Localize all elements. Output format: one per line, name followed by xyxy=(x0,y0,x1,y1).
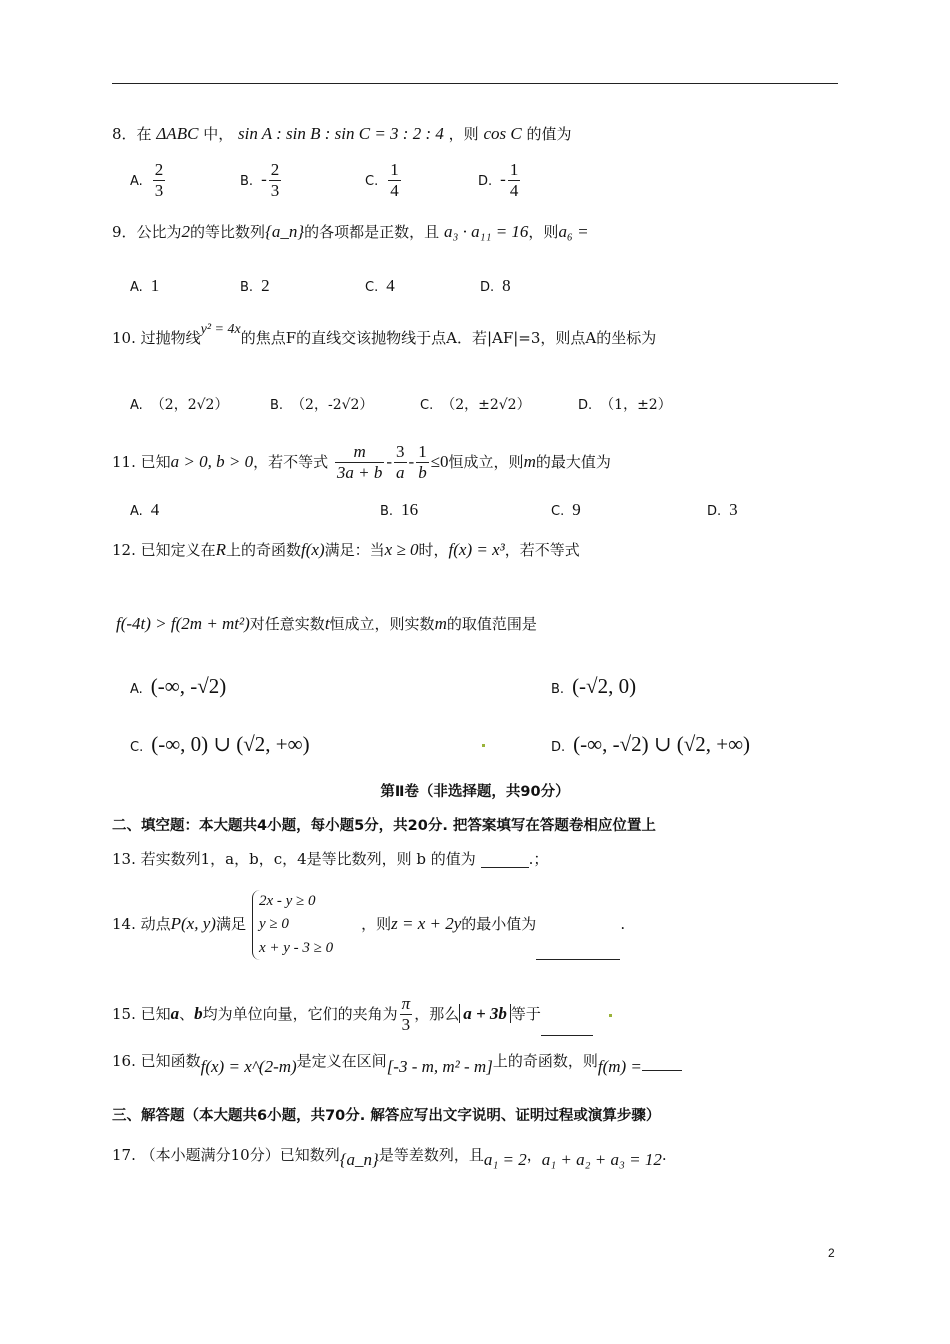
question-15 xyxy=(112,994,593,1036)
q17-sequence: {a_n} xyxy=(339,1150,379,1169)
q10-text: 10. 过抛物线 xyxy=(112,329,201,347)
q15-magnitude: a + 3b xyxy=(459,1004,511,1023)
question-14 xyxy=(112,890,625,960)
part2-title: 第Ⅱ卷（非选择题，共90分） xyxy=(380,784,570,800)
option-value: (-√2, 0) xyxy=(572,674,637,698)
option-value: （1，±2） xyxy=(600,397,672,413)
option-value: (-∞, -√2) xyxy=(150,674,227,698)
q15-text-4: 等于 xyxy=(510,1004,541,1023)
q12-f: f(x) xyxy=(301,540,325,559)
q14-text-4: 的最小值为 xyxy=(461,914,537,933)
option-label: D. xyxy=(707,504,722,519)
option-sign: - xyxy=(261,169,267,189)
option-label: A. xyxy=(130,682,143,697)
q16-ask: f(m) = xyxy=(597,1057,642,1076)
option-label: D. xyxy=(480,280,495,295)
q11-condition: a > 0, b > 0 xyxy=(170,451,254,471)
q12-text: 12. 已知定义在 xyxy=(112,541,216,559)
option-label: B. xyxy=(270,398,284,413)
option-label: B. xyxy=(240,173,254,189)
question-11: 11. 已知a > 0, b > 0，若不等式 $\frac{m}{3a + b}$ - $\frac{3}{a}$ - $\frac{1}{b}$ ≤0恒成立，则m的最大值为 xyxy=(112,442,611,483)
q9-condition: a₃ · a₁₁ = 16 xyxy=(443,222,529,241)
page-number: 2 xyxy=(828,1246,835,1260)
q12-option-c[interactable] xyxy=(130,732,310,757)
option-value: 8 xyxy=(502,276,511,295)
question-16 xyxy=(112,1052,682,1077)
option-sign: - xyxy=(500,169,506,189)
q8-option-b[interactable] xyxy=(240,160,283,201)
q9-option-b[interactable] xyxy=(240,276,270,296)
q8-triangle: ΔABC xyxy=(156,124,199,143)
q8-text: 中， xyxy=(203,125,234,143)
q12-R: R xyxy=(215,540,227,559)
q10-option-b[interactable] xyxy=(270,394,373,414)
answer-blank[interactable] xyxy=(541,1035,593,1036)
denominator: 3 xyxy=(154,181,164,200)
q11-inequality-tail: ≤0 xyxy=(430,451,449,471)
q10-text-2: 的焦点F的直线交该抛物线于点A．若|AF|=3，则点A的坐标为 xyxy=(240,329,657,347)
q12-option-d[interactable] xyxy=(551,732,750,757)
option-label: A. xyxy=(130,173,143,189)
q15-angle xyxy=(400,994,413,1036)
option-value: （2，-2√2） xyxy=(291,397,374,413)
option-value: 3 xyxy=(729,500,738,519)
q8-option-a[interactable] xyxy=(130,160,167,201)
option-label: D. xyxy=(478,173,493,189)
q12-inequality: f(-4t) > f(2m + mt²) xyxy=(116,614,250,633)
q11-fraction-m: $\frac{m}{3a + b}$ xyxy=(336,442,383,483)
numerator: 1 xyxy=(509,160,519,179)
numerator: 2 xyxy=(270,160,280,179)
answer-blank[interactable] xyxy=(536,959,620,960)
q15-vector-b: b xyxy=(194,1003,203,1023)
fraction xyxy=(388,160,401,201)
q12-text-7: 恒成立，则实数 xyxy=(329,615,435,633)
q11-option-b[interactable] xyxy=(380,500,418,520)
numerator: 1 xyxy=(390,160,399,179)
option-label: B. xyxy=(551,682,565,697)
option-value: 9 xyxy=(572,500,581,519)
q16-interval: [-3 - m, m² - m] xyxy=(386,1057,493,1076)
q14-text: 14. 动点 xyxy=(112,914,171,933)
constraint: x + y - 3 ≥ 0 xyxy=(258,939,334,956)
q12-text-5: ，若不等式 xyxy=(504,541,580,559)
q9-sequence: {a_n} xyxy=(265,222,305,241)
q12-option-b[interactable] xyxy=(551,674,636,699)
header-rule xyxy=(112,83,838,84)
q8-text-3: 的值为 xyxy=(526,125,572,143)
q17-separator: ， xyxy=(526,1146,542,1164)
q15-text-3: ，那么 xyxy=(414,1004,460,1023)
option-label: D. xyxy=(551,740,566,755)
stray-dot xyxy=(482,744,485,747)
q9-text: 9．公比为 xyxy=(112,223,182,241)
q9-option-d[interactable] xyxy=(480,276,511,296)
q11-option-a[interactable] xyxy=(130,500,159,520)
q10-option-c[interactable] xyxy=(420,394,531,414)
q17-text: 17. （本小题满分10分）已知数列 xyxy=(112,1146,340,1164)
q8-text-2: ，则 xyxy=(448,125,479,143)
option-value: （2，2√2） xyxy=(150,397,229,413)
option-label: D. xyxy=(578,398,593,413)
q14-text-2: 满足 xyxy=(215,914,246,933)
option-value: （2，±2√2） xyxy=(441,397,531,413)
option-label: A. xyxy=(130,504,143,519)
answer-blank[interactable] xyxy=(642,1070,682,1071)
section-2-heading: 二、填空题：本大题共4小题，每小题5分，共20分. 把答案填写在答题卷相应位置上 xyxy=(112,818,656,834)
q9-text-4: ，则 xyxy=(528,223,559,241)
question-17 xyxy=(112,1146,667,1170)
q10-option-d[interactable] xyxy=(578,394,672,414)
option-label: C. xyxy=(130,740,144,755)
denominator: 3 xyxy=(401,1015,411,1035)
q13-text: 13. 若实数列1，a，b，c，4是等比数列，则 b 的值为 xyxy=(112,850,476,868)
q9-text-3: 的各项都是正数，且 xyxy=(304,223,440,241)
q11-text: 11. 已知 xyxy=(112,452,171,471)
numerator: 2 xyxy=(154,160,164,179)
option-label: B. xyxy=(240,280,254,295)
q8-ratio: sin A : sin B : sin C = 3 : 2 : 4 xyxy=(238,124,444,143)
constraint: y ≥ 0 xyxy=(258,916,289,933)
q12-text-8: 的取值范围是 xyxy=(446,615,537,633)
q9-ratio: 2 xyxy=(181,222,191,241)
q14-text-3: ，则 xyxy=(361,914,392,933)
option-label: C. xyxy=(365,280,379,295)
question-12 xyxy=(112,540,580,560)
q12-text-6: 对任意实数 xyxy=(249,615,325,633)
q16-text-2: 是定义在区间 xyxy=(296,1052,387,1070)
option-value: 4 xyxy=(150,500,160,519)
q12-text-2: 上的奇函数 xyxy=(226,541,302,559)
q14-objective: z = x + 2y xyxy=(391,913,462,933)
q11-option-c[interactable] xyxy=(551,500,581,520)
q14-system xyxy=(252,890,333,960)
q17-condition-2: a₁ + a₂ + a₃ = 12 xyxy=(541,1150,662,1169)
q16-text-3: 上的奇函数，则 xyxy=(492,1052,598,1070)
option-value: 2 xyxy=(261,276,270,295)
constraint: 2x - y ≥ 0 xyxy=(258,893,316,909)
q14-point: P(x, y) xyxy=(170,913,216,933)
q12-t: t xyxy=(324,614,330,633)
q8-cos: cos C xyxy=(483,124,522,143)
q9-ask: a₆ = xyxy=(558,222,589,241)
q12-definition: f(x) = x³ xyxy=(448,540,505,559)
q12-text-4: 时， xyxy=(418,541,449,559)
q14-tail: . xyxy=(620,914,626,933)
q12-text-3: 满足：当 xyxy=(324,541,385,559)
q15-separator: 、 xyxy=(179,1004,195,1023)
section-3-heading: 三、解答题（本大题共6小题，共70分. 解答应写出文字说明、证明过程或演算步骤） xyxy=(112,1108,661,1124)
option-label: C. xyxy=(551,504,565,519)
q16-function: f(x) = x^(2-m) xyxy=(200,1057,297,1076)
numerator: π xyxy=(400,994,413,1015)
question-9 xyxy=(112,222,589,242)
q15-text-2: 均为单位向量，它们的夹角为 xyxy=(202,1004,398,1023)
option-label: C. xyxy=(365,173,379,189)
q9-option-c[interactable] xyxy=(365,276,395,296)
q11-option-d[interactable] xyxy=(707,500,738,520)
option-label: B. xyxy=(380,504,394,519)
option-value: (-∞, 0) ∪ (√2, +∞) xyxy=(151,732,310,756)
q11-text-2: ，若不等式 xyxy=(253,452,329,471)
q11-fraction-1b: $\frac{1}{b}$ xyxy=(418,442,427,483)
q8-option-c[interactable] xyxy=(365,160,403,201)
q15-text: 15. 已知 xyxy=(112,1004,171,1023)
answer-blank[interactable] xyxy=(481,867,529,868)
q13-tail: .； xyxy=(528,850,549,868)
q11-fraction-3a: $\frac{3}{a}$ xyxy=(396,442,405,483)
question-12-line2 xyxy=(116,614,537,634)
option-value: 4 xyxy=(386,276,395,295)
q11-text-3: 恒成立，则 xyxy=(448,452,524,471)
option-value: (-∞, -√2) ∪ (√2, +∞) xyxy=(573,732,751,756)
q9-text-2: 的等比数列 xyxy=(190,223,266,241)
q12-m: m xyxy=(434,614,447,633)
q12-option-a[interactable] xyxy=(130,674,226,699)
option-value: 16 xyxy=(401,500,419,519)
q17-text-2: 是等差数列，且 xyxy=(378,1146,484,1164)
question-8 xyxy=(112,124,572,144)
q17-condition-1: a₁ = 2 xyxy=(483,1150,527,1169)
q12-condition: x ≥ 0 xyxy=(384,540,419,559)
denominator: 4 xyxy=(390,181,399,200)
q16-text: 16. 已知函数 xyxy=(112,1052,201,1070)
q10-option-a[interactable] xyxy=(130,394,228,414)
q17-tail: . xyxy=(661,1146,667,1164)
q11-var: m xyxy=(523,451,536,471)
fraction xyxy=(508,160,521,201)
stray-dot xyxy=(609,1014,612,1017)
q9-option-a[interactable] xyxy=(130,276,159,296)
option-label: A. xyxy=(130,398,143,413)
option-label: C. xyxy=(420,398,434,413)
q15-vector-a: a xyxy=(170,1003,180,1023)
q8-option-d[interactable] xyxy=(478,160,522,201)
option-label: A. xyxy=(130,280,143,295)
question-10 xyxy=(112,322,656,347)
q11-text-4: 的最大值为 xyxy=(535,452,611,471)
fraction xyxy=(153,160,166,201)
denominator: 4 xyxy=(509,181,519,200)
q8-number: 8．在 xyxy=(112,125,152,143)
fraction xyxy=(269,160,282,201)
q10-parabola: y² = 4x xyxy=(200,322,241,337)
option-value: 1 xyxy=(150,276,160,295)
denominator: 3 xyxy=(270,181,280,200)
question-13 xyxy=(112,850,548,868)
